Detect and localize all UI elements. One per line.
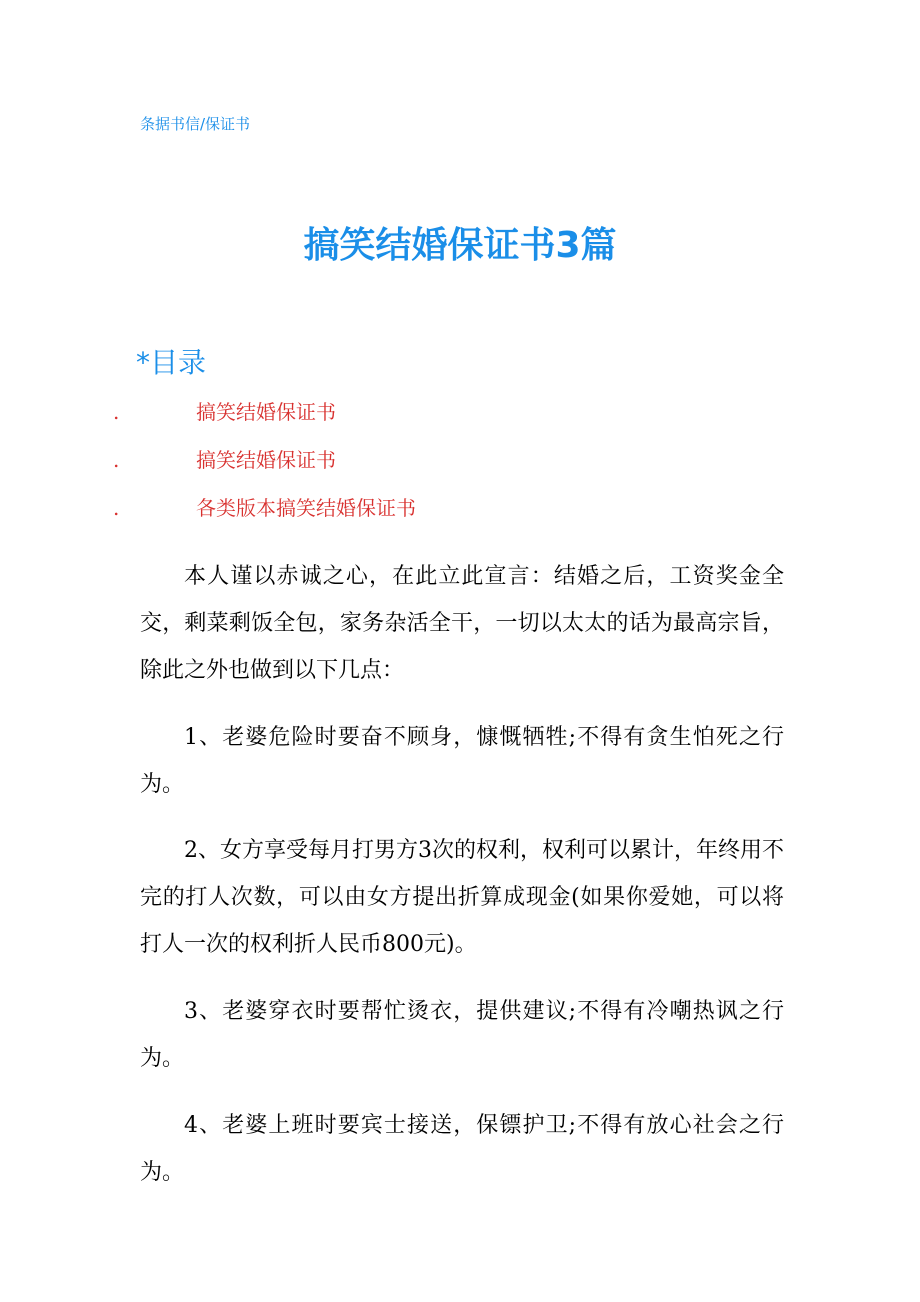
toc-item[interactable] xyxy=(0,445,920,475)
toc-item-marker: . xyxy=(113,496,120,520)
toc-item[interactable] xyxy=(0,397,920,427)
toc-item-link[interactable]: 各类版本搞笑结婚保证书 xyxy=(196,496,416,520)
body-paragraph-item-1: 1、老婆危险时要奋不顾身，慷慨牺牲;不得有贪生怕死之行为。 xyxy=(140,725,784,797)
toc-heading: *目录 xyxy=(136,346,207,379)
toc-item-link[interactable]: 搞笑结婚保证书 xyxy=(196,400,336,424)
body-paragraph-item-3: 3、老婆穿衣时要帮忙烫衣，提供建议;不得有冷嘲热讽之行为。 xyxy=(140,999,784,1071)
body-paragraph-item-2: 2、女方享受每月打男方3次的权利，权利可以累计，年终用不完的打人次数，可以由女方提出折算成现金(如果你爱她，可以将打人一次的权利折人民币800元)。 xyxy=(140,838,784,957)
toc-item[interactable] xyxy=(0,493,920,523)
breadcrumb[interactable]: 条据书信/保证书 xyxy=(140,115,251,133)
body-paragraph-item-4: 4、老婆上班时要宾士接送，保镖护卫;不得有放心社会之行为。 xyxy=(140,1113,784,1185)
body-paragraph-intro: 本人谨以赤诚之心，在此立此宣言：结婚之后，工资奖金全交，剩菜剩饭全包，家务杂活全干，一切以太太的话为最高宗旨，除此之外也做到以下几点： xyxy=(140,564,784,683)
toc-item-marker: . xyxy=(113,400,120,424)
toc-item-link[interactable]: 搞笑结婚保证书 xyxy=(196,448,336,472)
page-title: 搞笑结婚保证书3篇 xyxy=(303,225,617,266)
toc-item-marker: . xyxy=(113,448,120,472)
